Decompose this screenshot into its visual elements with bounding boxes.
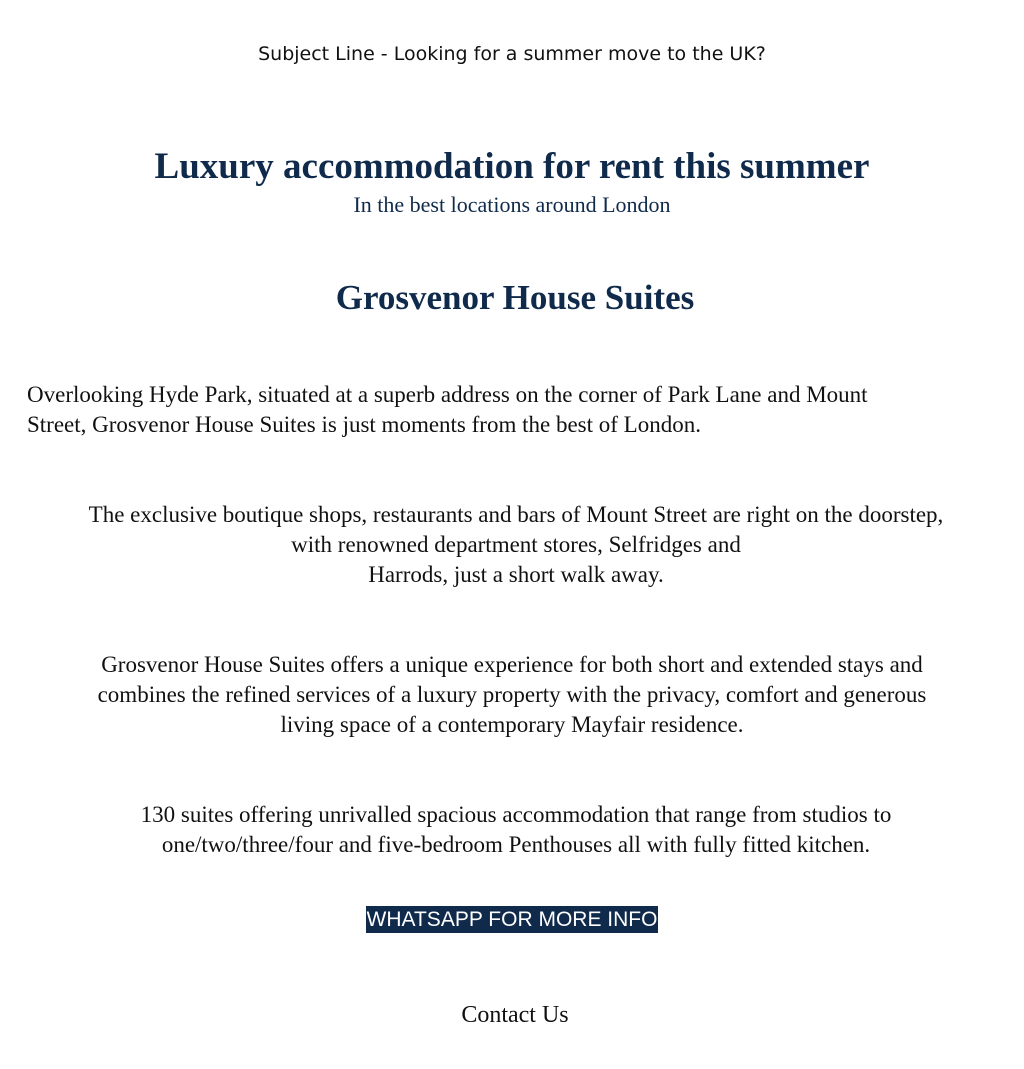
headline: Luxury accommodation for rent this summer xyxy=(154,146,870,187)
subject-line: Subject Line - Looking for a summer move to the UK? xyxy=(258,43,766,65)
contact-us-link[interactable]: Contact Us xyxy=(461,1002,569,1028)
whatsapp-button[interactable]: WHATSAPP FOR MORE INFO xyxy=(366,908,658,931)
paragraph-suites xyxy=(6,800,1024,860)
paragraph-line: combines the refined services of a luxury property with the privacy, comfort and generous xyxy=(97,682,927,707)
paragraph-line: Overlooking Hyde Park, situated at a superb address on the corner of Park Lane and Mount xyxy=(27,382,868,407)
paragraph-shopping xyxy=(6,500,1024,590)
paragraph-line: Grosvenor House Suites offers a unique experience for both short and extended stays and xyxy=(101,652,923,677)
property-name: Grosvenor House Suites xyxy=(335,278,695,317)
paragraph-line: The exclusive boutique shops, restaurants and bars of Mount Street are right on the doorstep, xyxy=(88,502,944,527)
cta-container xyxy=(0,906,1024,933)
paragraph-line: 130 suites offering unrivalled spacious accommodation that range from studios to xyxy=(140,802,892,827)
paragraph-line: Harrods, just a short walk away. xyxy=(368,562,664,587)
paragraph-line: Street, Grosvenor House Suites is just moments from the best of London. xyxy=(27,412,701,437)
paragraph-line: living space of a contemporary Mayfair residence. xyxy=(280,712,744,737)
subheadline: In the best locations around London xyxy=(353,192,671,217)
paragraph-line: with renowned department stores, Selfridges and xyxy=(291,532,741,557)
paragraph-experience xyxy=(0,650,1024,740)
paragraph-location xyxy=(27,380,1007,440)
paragraph-line: one/two/three/four and five-bedroom Penthouses all with fully fitted kitchen. xyxy=(161,832,871,857)
